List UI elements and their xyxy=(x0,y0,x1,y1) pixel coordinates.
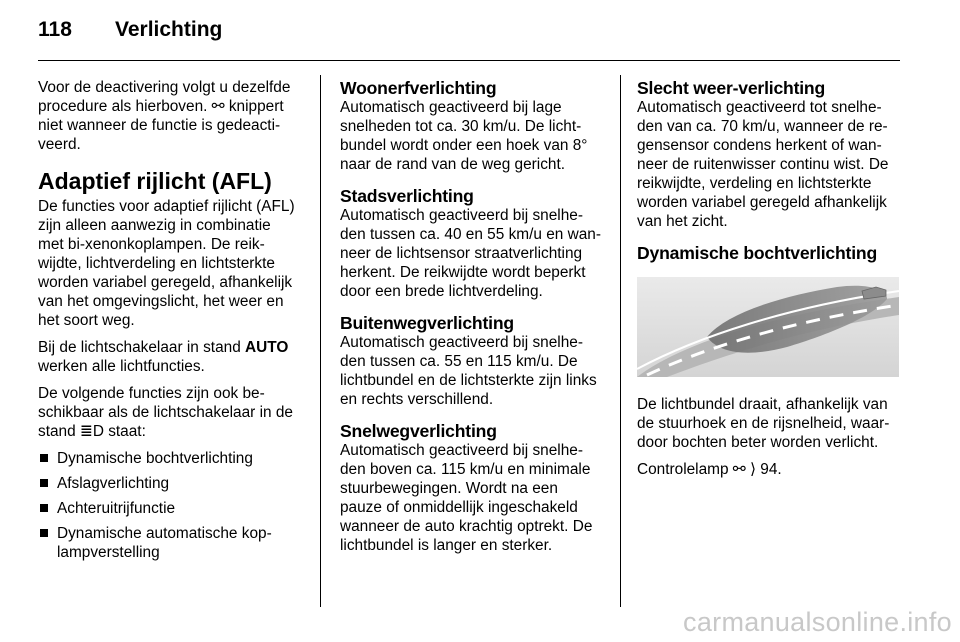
list-item-text: Dynamische bochtverlichting xyxy=(57,450,253,467)
heading-stad: Stadsverlichting xyxy=(340,186,474,206)
list-item-text: Achteruitrijfunctie xyxy=(57,500,176,517)
text-bochtverlichting: De lichtbundel draait, afhankelijk van de stuurhoek en de rijsnelheid, waar- door bochten beter worden verlicht. xyxy=(637,396,890,451)
section-heading-afl: Adaptief rijlicht (AFL) xyxy=(38,168,272,194)
afl-paragraph: De functies voor adaptief rijlicht (AFL) zijn alleen aanwezig in combinatie met bi-xenonkoplampen. De reik- wijdte, lichtverdeling en lichtsterkte worden variabel geregeld, afhankelijk van het omgevingslicht, het weer en het soort weg. xyxy=(38,198,295,329)
bullet-icon xyxy=(40,529,48,537)
list-item xyxy=(38,524,313,562)
text-woonerf: Automatisch geactiveerd bij lage snelheden tot ca. 30 km/u. De licht- bundel wordt onder een hoek van 8° naar de rand van de weg gericht. xyxy=(340,99,588,173)
auto-text-pre: Bij de lichtschakelaar in stand xyxy=(38,339,246,356)
list-item xyxy=(38,449,313,468)
column-2 xyxy=(340,78,612,563)
heading-buitenweg: Buitenwegverlichting xyxy=(340,313,514,333)
text-stad: Automatisch geactiveerd bij snelhe- den tussen ca. 40 en 55 km/u en wan- neer de lichtsensor straatverlichting herkent. De reikwijdte wordt beperkt door een brede lichtverdeling. xyxy=(340,207,601,300)
auto-label: AUTO xyxy=(245,339,289,356)
function-list xyxy=(38,449,313,562)
curve-lighting-illustration xyxy=(637,277,899,377)
heading-slecht-weer: Slecht weer-verlichting xyxy=(637,78,826,98)
auto-paragraph xyxy=(38,338,313,376)
page-number: 118 xyxy=(38,18,72,41)
switch-paragraph: De volgende functies zijn ook be- schikbaar als de lichtschakelaar in de stand ≣D staat: xyxy=(38,385,293,440)
column-1 xyxy=(38,78,313,568)
bullet-icon xyxy=(40,479,48,487)
control-lamp-reference: Controlelamp ⚯ ⟩ 94. xyxy=(637,461,782,478)
text-snelweg: Automatisch geactiveerd bij snelhe- den boven ca. 115 km/u en minimale stuurbewegingen. Wordt na een pauze of onmiddellijk ingeschakeld wanneer de auto krachtig optrekt. De lichtbundel is langer en sterker. xyxy=(340,442,593,554)
list-item xyxy=(38,474,313,493)
heading-woonerf: Woonerfverlichting xyxy=(340,78,497,98)
heading-bochtverlichting: Dynamische bochtverlichting xyxy=(637,243,877,263)
column-3 xyxy=(637,78,902,487)
list-item-text: Afslagverlichting xyxy=(57,475,170,492)
intro-paragraph: Voor de deactivering volgt u dezelfde procedure als hierboven. ⚯ knippert niet wanneer de functie is gedeacti- veerd. xyxy=(38,79,291,153)
list-item xyxy=(38,499,313,518)
bullet-icon xyxy=(40,454,48,462)
text-buitenweg: Automatisch geactiveerd bij snelhe- den tussen ca. 55 en 115 km/u. De lichtbundel en de lichtsterkte zijn links en rechts verschillend. xyxy=(340,334,597,408)
auto-text-post: werken alle lichtfuncties. xyxy=(38,358,205,375)
bullet-icon xyxy=(40,504,48,512)
page-title: Verlichting xyxy=(115,18,223,41)
column-divider-2 xyxy=(620,75,621,607)
header-rule xyxy=(38,60,900,61)
watermark: carmanualsonline.info xyxy=(683,607,952,637)
heading-snelweg: Snelwegverlichting xyxy=(340,421,497,441)
column-divider-1 xyxy=(320,75,321,607)
list-item-text: Dynamische automatische kop- lampverstelling xyxy=(57,525,272,561)
text-slecht-weer: Automatisch geactiveerd tot snelhe- den van ca. 70 km/u, wanneer de re- gensensor condens herkent of wan- neer de ruitenwisser continu wist. De reikwijdte, verdeling en lichtsterkte worden variabel geregeld afhankelijk van het zicht. xyxy=(637,99,889,230)
